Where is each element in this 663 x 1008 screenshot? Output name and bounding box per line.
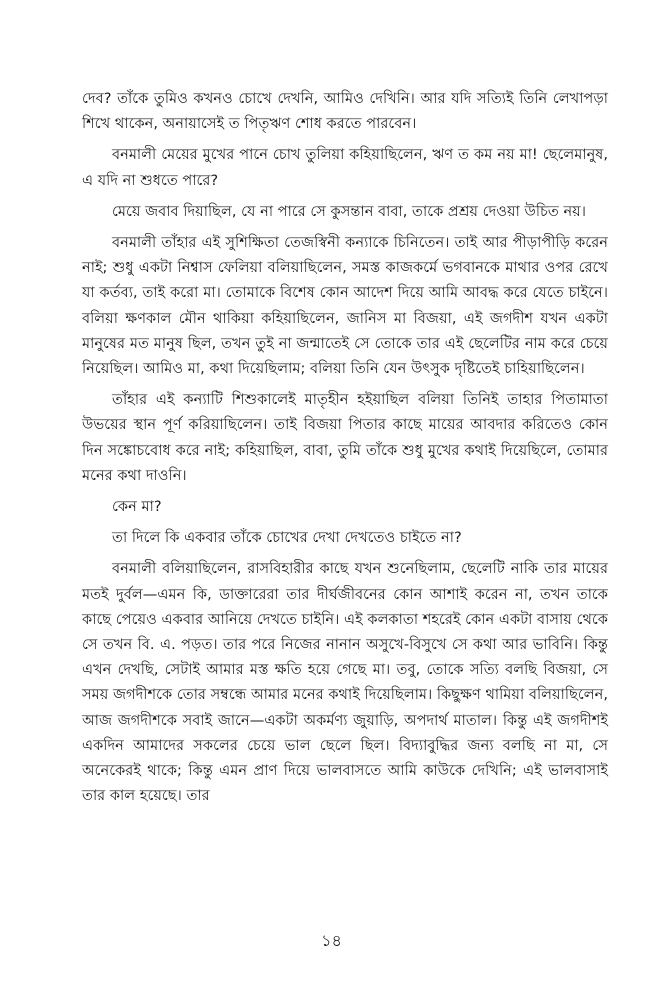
paragraph-1: দেব? তাঁকে তুমিও কখনও চোখে দেখনি, আমিও দেখিনি। আর যদি সত্যিই তিনি লেখাপড়া শিখে থাকেন, অনায়াসেই ত পিতৃঋণ শোধ করতে পারবেন। xyxy=(82,90,608,133)
paragraph-4: বনমালী তাঁহার এই সুশিক্ষিতা তেজস্বিনী কন্যাকে চিনিতেন। তাই আর পীড়াপীড়ি করেন নাই; শুধু একটা নিশ্বাস ফেলিয়া বলিয়াছিলেন, সমস্ত কাজকর্মে ভগবানকে মাথার ওপর রেখে যা কর্তব্য, তাই করো মা। তোমাকে বিশেষ কোন আদেশ দিয়ে আমি আবদ্ধ করে যেতে চাইনে। বলিয়া ক্ষণকাল মৌন থাকিয়া কহিয়াছিলেন, জানিস মা বিজয়া, এই জগদীশ যখন একটা মানুষের মত মানুষ ছিল, তখন তুই না জন্মাতেই সে তোকে তার এই ছেলেটির নাম করে চেয়ে নিয়েছিল। আমিও মা, কথা দিয়েছিলাম; বলিয়া তিনি যেন উৎসুক দৃষ্টিতেই চাহিয়াছিলেন। xyxy=(82,234,608,378)
paragraph-8: বনমালী বলিয়াছিলেন, রাসবিহারীর কাছে যখন শুনেছিলাম, ছেলেটি নাকি তার মায়ের মতই দুর্বল—এমন কি, ডাক্তারেরা তার দীর্ঘজীবনের কোন আশাই করেন না, তখন তাকে কাছে পেয়েও একবার আনিয়ে দেখতে চাইনি। এই কলকাতা শহরেই কোন একটা বাসায় থেকে সে তখন বি. এ. পড়ত। তার পরে নিজের নানান অসুখে-বিসুখে সে কথা আর ভাবিনি। কিন্তু এখন দেখছি, সেটাই আমার মস্ত ক্ষতি হয়ে গেছে মা। তবু, তোকে সত্যি বলছি বিজয়া, সে সময় জগদীশকে তোর সম্বন্ধে আমার মনের কথাই দিয়েছিলাম। কিছুক্ষণ থামিয়া বলিয়াছিলেন, আজ জগদীশকে সবাই জানে—একটা অকর্মণ্য জুয়াড়ি, অপদার্থ মাতাল। কিন্তু এই জগদীশই একদিন আমাদের সকলের চেয়ে ভাল ছেলে ছিল। বিদ্যাবুদ্ধির জন্য বলছি না মা, সে অনেকেরই থাকে; কিন্তু এমন প্রাণ দিয়ে ভালবাসতে আমি কাউকে দেখিনি; এই ভালবাসাই তার কাল হয়েছে। তার xyxy=(82,560,609,805)
paragraph-6: কেন মা? xyxy=(112,498,162,516)
page-body xyxy=(82,86,608,814)
paragraph-3: মেয়ে জবাব দিয়াছিল, যে না পারে সে কুসন্তান বাবা, তাকে প্রশ্রয় দেওয়া উচিত নয়। xyxy=(112,202,586,220)
page-number: ১৪ xyxy=(321,931,342,950)
paragraph-5: তাঁহার এই কন্যাটি শিশুকালেই মাতৃহীন হইয়াছিল বলিয়া তিনিই তাহার পিতামাতা উভয়ের স্থান পূর্ণ করিয়াছিলেন। তাই বিজয়া পিতার কাছে মায়ের আবদার করিতেও কোন দিন সঙ্কোচবোধ করে নাই; কহিয়াছিল, বাবা, তুমি তাঁকে শুধু মুখের কথাই দিয়েছিলে, তোমার মনের কথা দাওনি। xyxy=(82,391,608,484)
paragraph-7: তা দিলে কি একবার তাঁকে চোখের দেখা দেখতেও চাইতে না? xyxy=(112,529,462,547)
paragraph-2: বনমালী মেয়ের মুখের পানে চোখ তুলিয়া কহিয়াছিলেন, ঋণ ত কম নয় মা! ছেলেমানুষ, এ যদি না শুধতে পারে? xyxy=(82,146,608,189)
